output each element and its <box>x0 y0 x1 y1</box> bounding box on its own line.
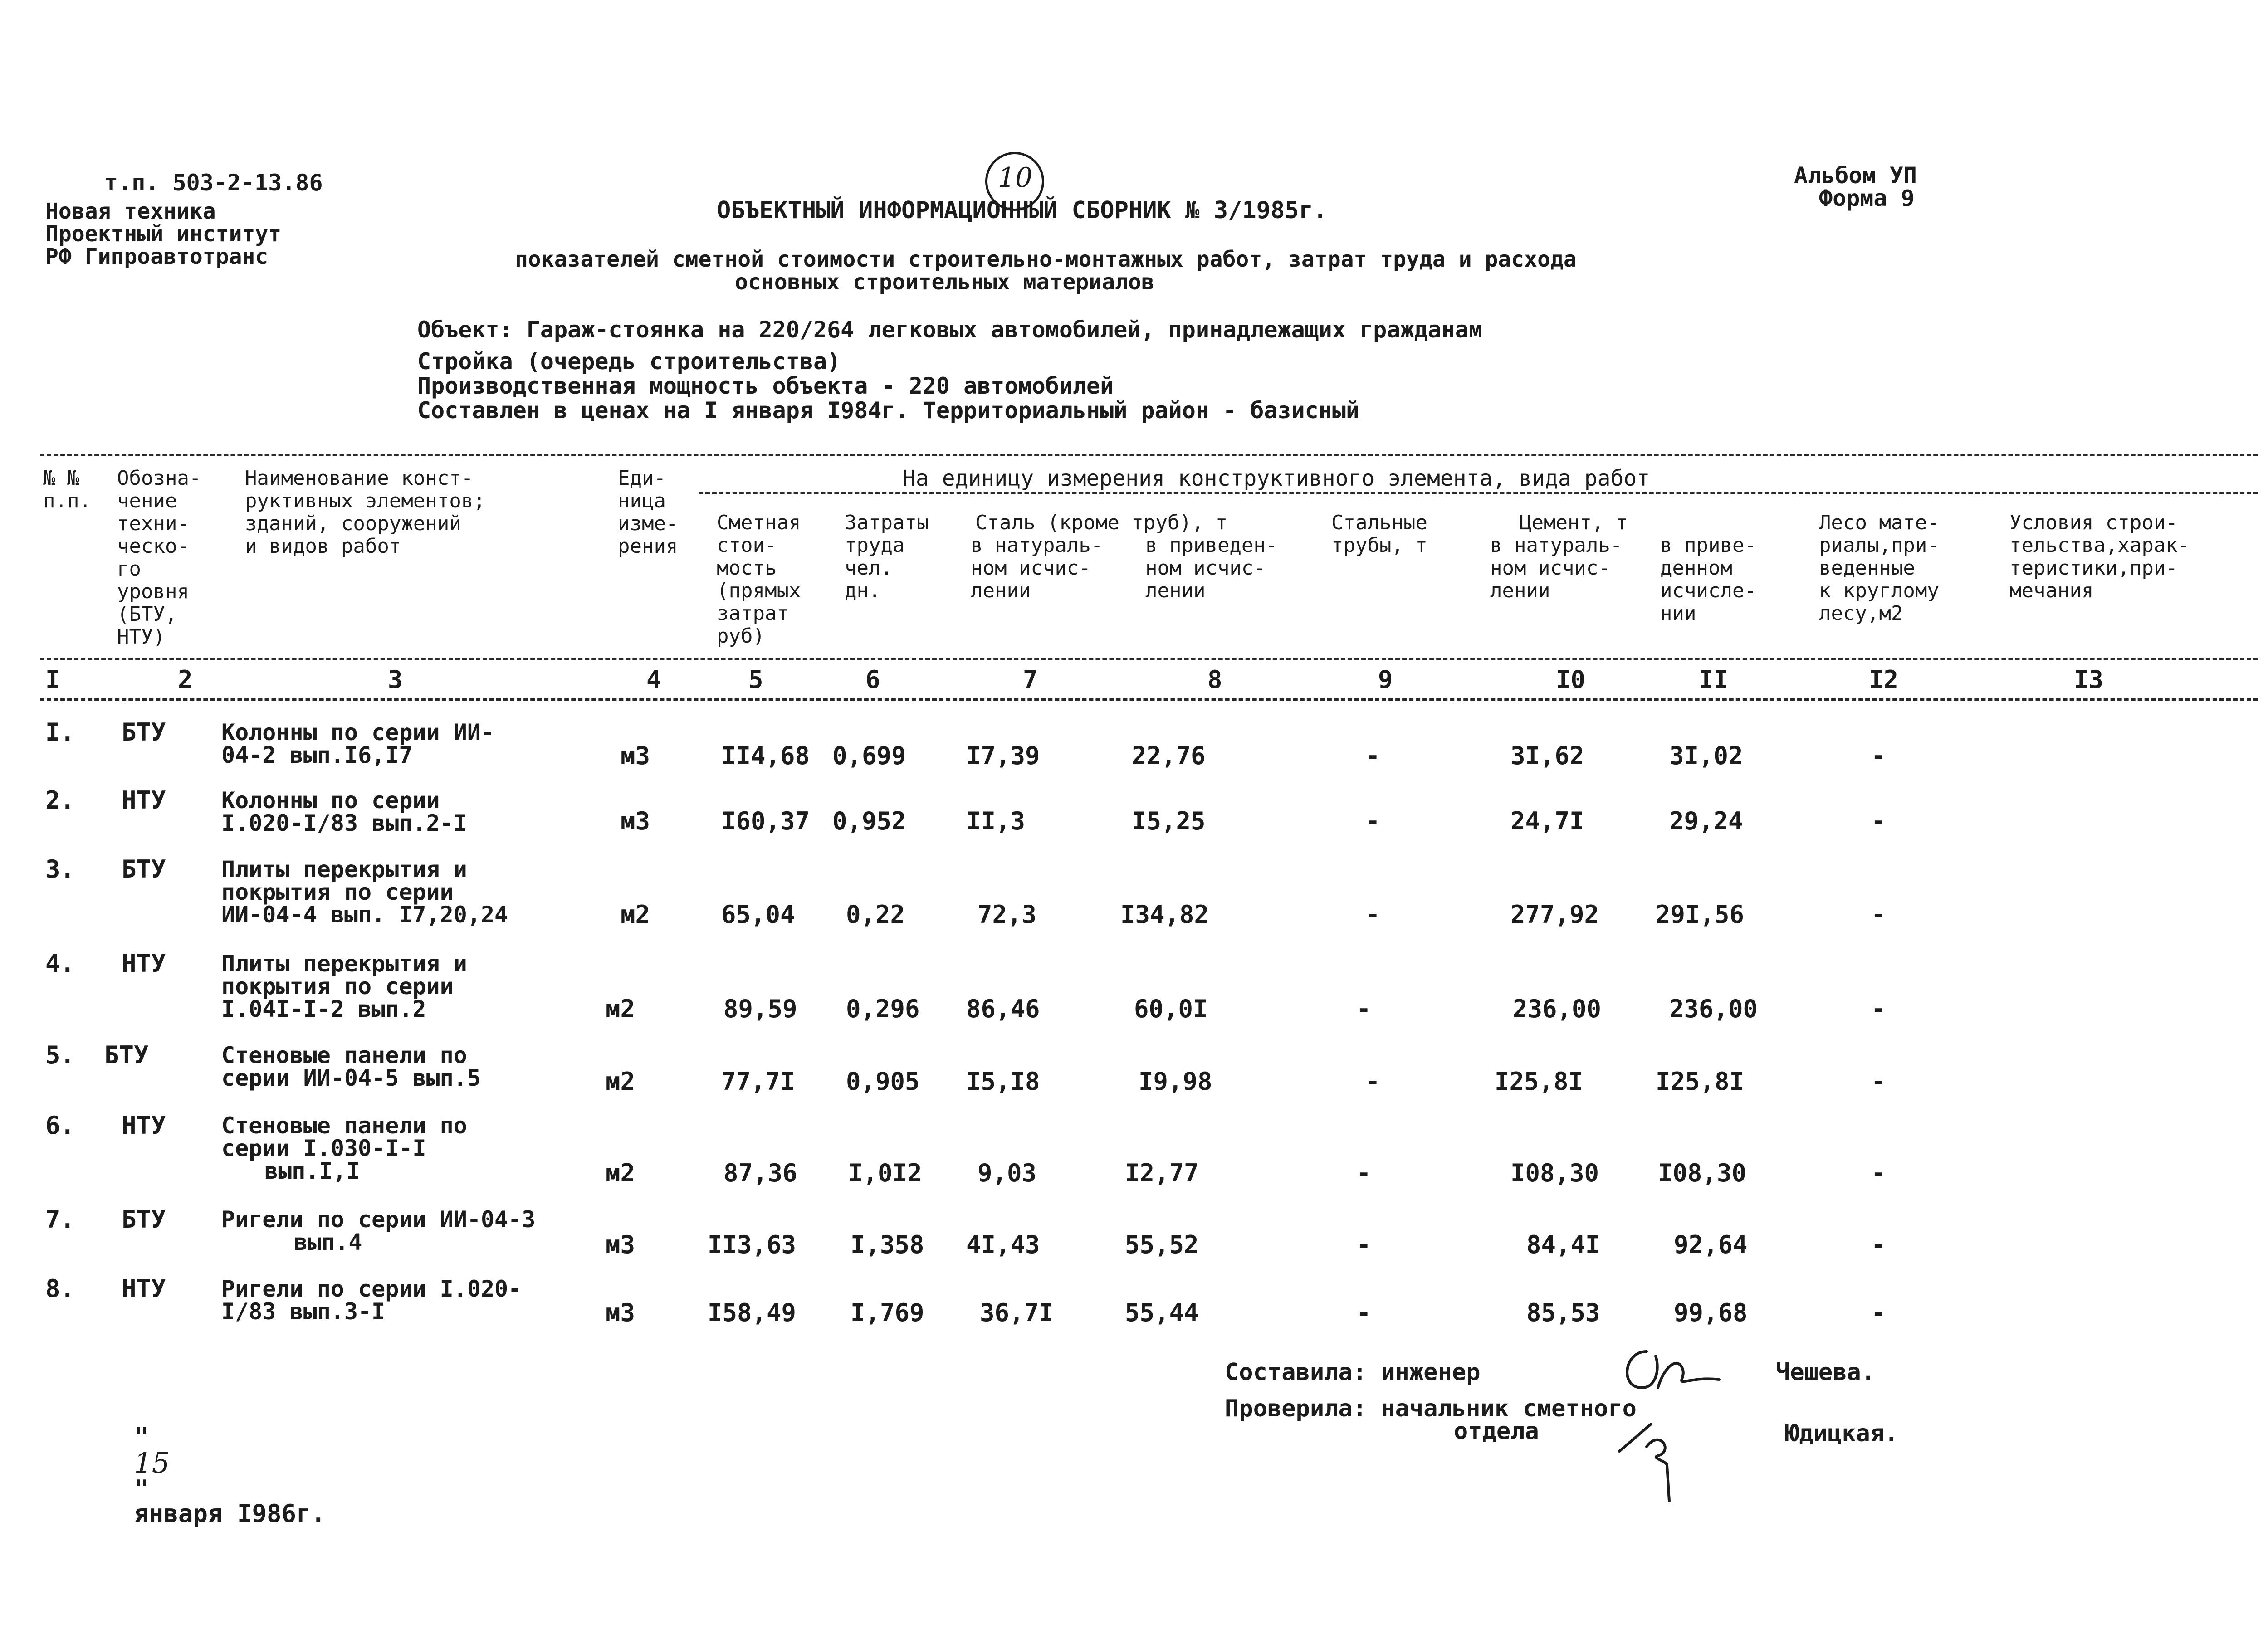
steel-reduced: I34,82 <box>1120 900 1209 929</box>
element-name: Колонны по серии I.020-I/83 вып.2-I <box>221 787 467 836</box>
technical-level: НТУ <box>122 949 166 978</box>
timber: - <box>1871 807 1886 835</box>
steel-pipes: - <box>1365 1067 1380 1096</box>
project-code: т.п. 503-2-13.86 <box>104 170 323 196</box>
compiler-name: Чешева. <box>1776 1359 1876 1386</box>
technical-level: НТУ <box>122 1274 166 1303</box>
steel-pipes: - <box>1356 1298 1371 1327</box>
labor-costs: 0,699 <box>832 741 906 770</box>
cement-natural: 84,4I <box>1526 1230 1600 1259</box>
unit: м3 <box>621 807 650 835</box>
estimated-cost: 87,36 <box>723 1159 797 1187</box>
row-number: 6. <box>45 1111 75 1140</box>
steel-reduced: 55,52 <box>1125 1230 1199 1259</box>
construction-line: Стройка (очередь строительства) <box>417 348 841 375</box>
technical-level: НТУ <box>122 1111 166 1140</box>
column-number: 9 <box>1378 665 1393 694</box>
checker-signature <box>1615 1401 1706 1510</box>
timber: - <box>1871 1159 1886 1187</box>
steel-natural: I5,I8 <box>966 1067 1040 1096</box>
unit: м2 <box>606 995 635 1023</box>
steel-natural: 72,3 <box>978 900 1037 929</box>
header-steel-group: Сталь (кроме труб), т <box>975 511 1228 534</box>
technical-level: БТУ <box>104 1041 149 1069</box>
cement-reduced: 29I,56 <box>1656 900 1745 929</box>
header-col-2: Обозна- чение техни- ческо- го уровня (БТУ, НТУ) <box>117 467 201 649</box>
document-date <box>109 1404 326 1526</box>
cement-natural: 277,92 <box>1510 900 1599 929</box>
estimated-cost: I58,49 <box>708 1298 797 1327</box>
cement-reduced: I25,8I <box>1656 1067 1745 1096</box>
date-month-year: января I986г. <box>134 1499 326 1528</box>
checker-name: Юдицкая. <box>1785 1420 1899 1447</box>
cement-natural: 236,00 <box>1513 995 1602 1023</box>
steel-pipes: - <box>1356 1159 1371 1187</box>
organization-line-1: Новая техника <box>45 199 216 224</box>
cement-natural: 3I,62 <box>1510 741 1584 770</box>
checked-by-label-department: отдела <box>1454 1418 1539 1445</box>
element-name: Стеновые панели по серии I.030-I-I вып.I,I <box>221 1112 467 1184</box>
labor-costs: I,358 <box>850 1230 924 1259</box>
header-col-9: Стальные трубы, т <box>1331 511 1427 557</box>
labor-costs: 0,22 <box>846 900 905 929</box>
row-number: I. <box>45 718 75 746</box>
timber: - <box>1871 1067 1886 1096</box>
header-group-per-unit: На единицу измерения конструктивного элемента, вида работ <box>903 466 1650 491</box>
steel-reduced: 55,44 <box>1125 1298 1199 1327</box>
estimated-cost: II4,68 <box>721 741 810 770</box>
table-header-rule <box>699 492 2258 494</box>
header-col-13: Условия строи- тельства,харак- теристики,при- мечания <box>2009 511 2190 602</box>
column-number: I2 <box>1869 665 1899 694</box>
cement-reduced: I08,30 <box>1658 1159 1747 1187</box>
steel-natural: 4I,43 <box>966 1230 1040 1259</box>
cement-natural: 24,7I <box>1510 807 1584 835</box>
steel-pipes: - <box>1365 900 1380 929</box>
column-number: 5 <box>748 665 763 694</box>
steel-natural: I7,39 <box>966 741 1040 770</box>
row-number: 7. <box>45 1205 75 1234</box>
timber: - <box>1871 995 1886 1023</box>
cement-reduced: 29,24 <box>1669 807 1743 835</box>
timber: - <box>1871 900 1886 929</box>
prices-line: Составлен в ценах на I января I984г. Территориальный район - базисный <box>417 397 1360 424</box>
header-col-8: в приведен- ном исчис- лении <box>1145 534 1278 602</box>
steel-reduced: 22,76 <box>1132 741 1206 770</box>
element-name: Ригели по серии ИИ-04-3 вып.4 <box>221 1206 536 1255</box>
column-number: I <box>45 665 60 694</box>
timber: - <box>1871 1298 1886 1327</box>
row-number: 8. <box>45 1274 75 1303</box>
labor-costs: I,769 <box>850 1298 924 1327</box>
header-col-5: Сметная стои- мость (прямых затрат руб) <box>717 511 801 648</box>
labor-costs: 0,952 <box>832 807 906 835</box>
element-name: Плиты перекрытия и покрытия по серии ИИ-04-4 вып. I7,20,24 <box>221 856 508 928</box>
cement-reduced: 99,68 <box>1674 1298 1748 1327</box>
sheet-number: 10 <box>998 162 1033 194</box>
steel-pipes: - <box>1356 1230 1371 1259</box>
cement-reduced: 236,00 <box>1669 995 1758 1023</box>
header-col-12: Лесо мате- риалы,при- веденные к круглому лесу,м2 <box>1819 511 1939 625</box>
table-top-rule <box>40 454 2258 456</box>
steel-reduced: I5,25 <box>1132 807 1206 835</box>
unit: м2 <box>606 1159 635 1187</box>
compiler-signature <box>1615 1338 1724 1401</box>
technical-level: БТУ <box>122 718 166 746</box>
unit: м3 <box>621 741 650 770</box>
column-number: II <box>1699 665 1729 694</box>
header-col-10: в натураль- ном исчис- лении <box>1490 534 1623 602</box>
document-subtitle-line-1: показателей сметной стоимости строительно-монтажных работ, затрат труда и расхода <box>515 247 1577 272</box>
column-number: 3 <box>388 665 403 694</box>
column-number: 8 <box>1207 665 1222 694</box>
row-number: 4. <box>45 949 75 978</box>
column-number: I0 <box>1556 665 1586 694</box>
steel-pipes: - <box>1356 995 1371 1023</box>
column-number: 2 <box>178 665 193 694</box>
estimated-cost: 89,59 <box>723 995 797 1023</box>
date-day: 15 <box>134 1446 170 1479</box>
column-number: 4 <box>646 665 661 694</box>
estimated-cost: 65,04 <box>721 900 795 929</box>
column-number: 7 <box>1023 665 1038 694</box>
date-quote-close: " <box>134 1475 149 1503</box>
estimated-cost: 77,7I <box>721 1067 795 1096</box>
steel-reduced: 60,0I <box>1134 995 1208 1023</box>
cement-reduced: 3I,02 <box>1669 741 1743 770</box>
timber: - <box>1871 741 1886 770</box>
header-col-4: Еди- ница изме- рения <box>618 467 678 558</box>
labor-costs: I,0I2 <box>848 1159 922 1187</box>
table-column-numbers-bottom-rule <box>40 698 2258 701</box>
technical-level: НТУ <box>122 786 166 815</box>
capacity-line: Производственная мощность объекта - 220 автомобилей <box>417 373 1114 399</box>
table-column-numbers-top-rule <box>40 658 2258 660</box>
cement-natural: I25,8I <box>1495 1067 1584 1096</box>
checked-by-label: Проверила: начальник сметного <box>1225 1395 1637 1422</box>
row-number: 5. <box>45 1041 75 1069</box>
row-number: 2. <box>45 786 75 815</box>
element-name: Стеновые панели по серии ИИ-04-5 вып.5 <box>221 1042 481 1091</box>
steel-reduced: I9,98 <box>1139 1067 1212 1096</box>
header-col-7: в натураль- ном исчис- лении <box>971 534 1103 602</box>
column-number: 6 <box>865 665 880 694</box>
header-col-6: Затраты труда чел. дн. <box>845 511 929 602</box>
form-label: Форма 9 <box>1819 185 1915 211</box>
labor-costs: 0,296 <box>846 995 920 1023</box>
unit: м2 <box>621 900 650 929</box>
cement-natural: 85,53 <box>1526 1298 1600 1327</box>
technical-level: БТУ <box>122 855 166 883</box>
steel-natural: 86,46 <box>966 995 1040 1023</box>
document-subtitle-line-2: основных строительных материалов <box>735 269 1154 295</box>
steel-natural: 9,03 <box>978 1159 1037 1187</box>
steel-pipes: - <box>1365 741 1380 770</box>
element-name: Плиты перекрытия и покрытия по серии I.04I-I-2 вып.2 <box>221 951 467 1022</box>
cement-natural: I08,30 <box>1510 1159 1599 1187</box>
row-number: 3. <box>45 855 75 883</box>
steel-natural: II,3 <box>966 807 1026 835</box>
estimated-cost: I60,37 <box>721 807 810 835</box>
column-number: I3 <box>2074 665 2104 694</box>
unit: м3 <box>606 1230 635 1259</box>
steel-reduced: I2,77 <box>1125 1159 1199 1187</box>
header-col-3: Наименование конст- руктивных элементов; зданий, сооружений и видов работ <box>245 467 485 558</box>
cement-reduced: 92,64 <box>1674 1230 1748 1259</box>
object-line: Объект: Гараж-стоянка на 220/264 легковых автомобилей, принадлежащих гражданам <box>417 317 1482 343</box>
header-col-11: в приве- денном исчисле- нии <box>1660 534 1756 625</box>
timber: - <box>1871 1230 1886 1259</box>
unit: м2 <box>606 1067 635 1096</box>
date-quote-open: " <box>134 1422 149 1451</box>
document-title: ОБЪЕКТНЫЙ ИНФОРМАЦИОННЫЙ СБОРНИК № 3/1985г. <box>717 197 1328 224</box>
steel-pipes: - <box>1365 807 1380 835</box>
element-name: Колонны по серии ИИ- 04-2 вып.I6,I7 <box>221 719 495 768</box>
steel-natural: 36,7I <box>980 1298 1054 1327</box>
compiled-by-label: Составила: инженер <box>1225 1359 1481 1386</box>
labor-costs: 0,905 <box>846 1067 920 1096</box>
element-name: Ригели по серии I.020- I/83 вып.3-I <box>221 1276 522 1325</box>
estimated-cost: II3,63 <box>708 1230 797 1259</box>
header-col-1: № № п.п. <box>43 467 91 512</box>
organization-line-3: РФ Гипроавтотранс <box>45 244 269 269</box>
organization-line-2: Проектный институт <box>45 221 282 247</box>
header-cement-group: Цемент, т <box>1520 511 1628 534</box>
unit: м3 <box>606 1298 635 1327</box>
technical-level: БТУ <box>122 1205 166 1234</box>
album-label: Альбом УП <box>1794 162 1917 189</box>
